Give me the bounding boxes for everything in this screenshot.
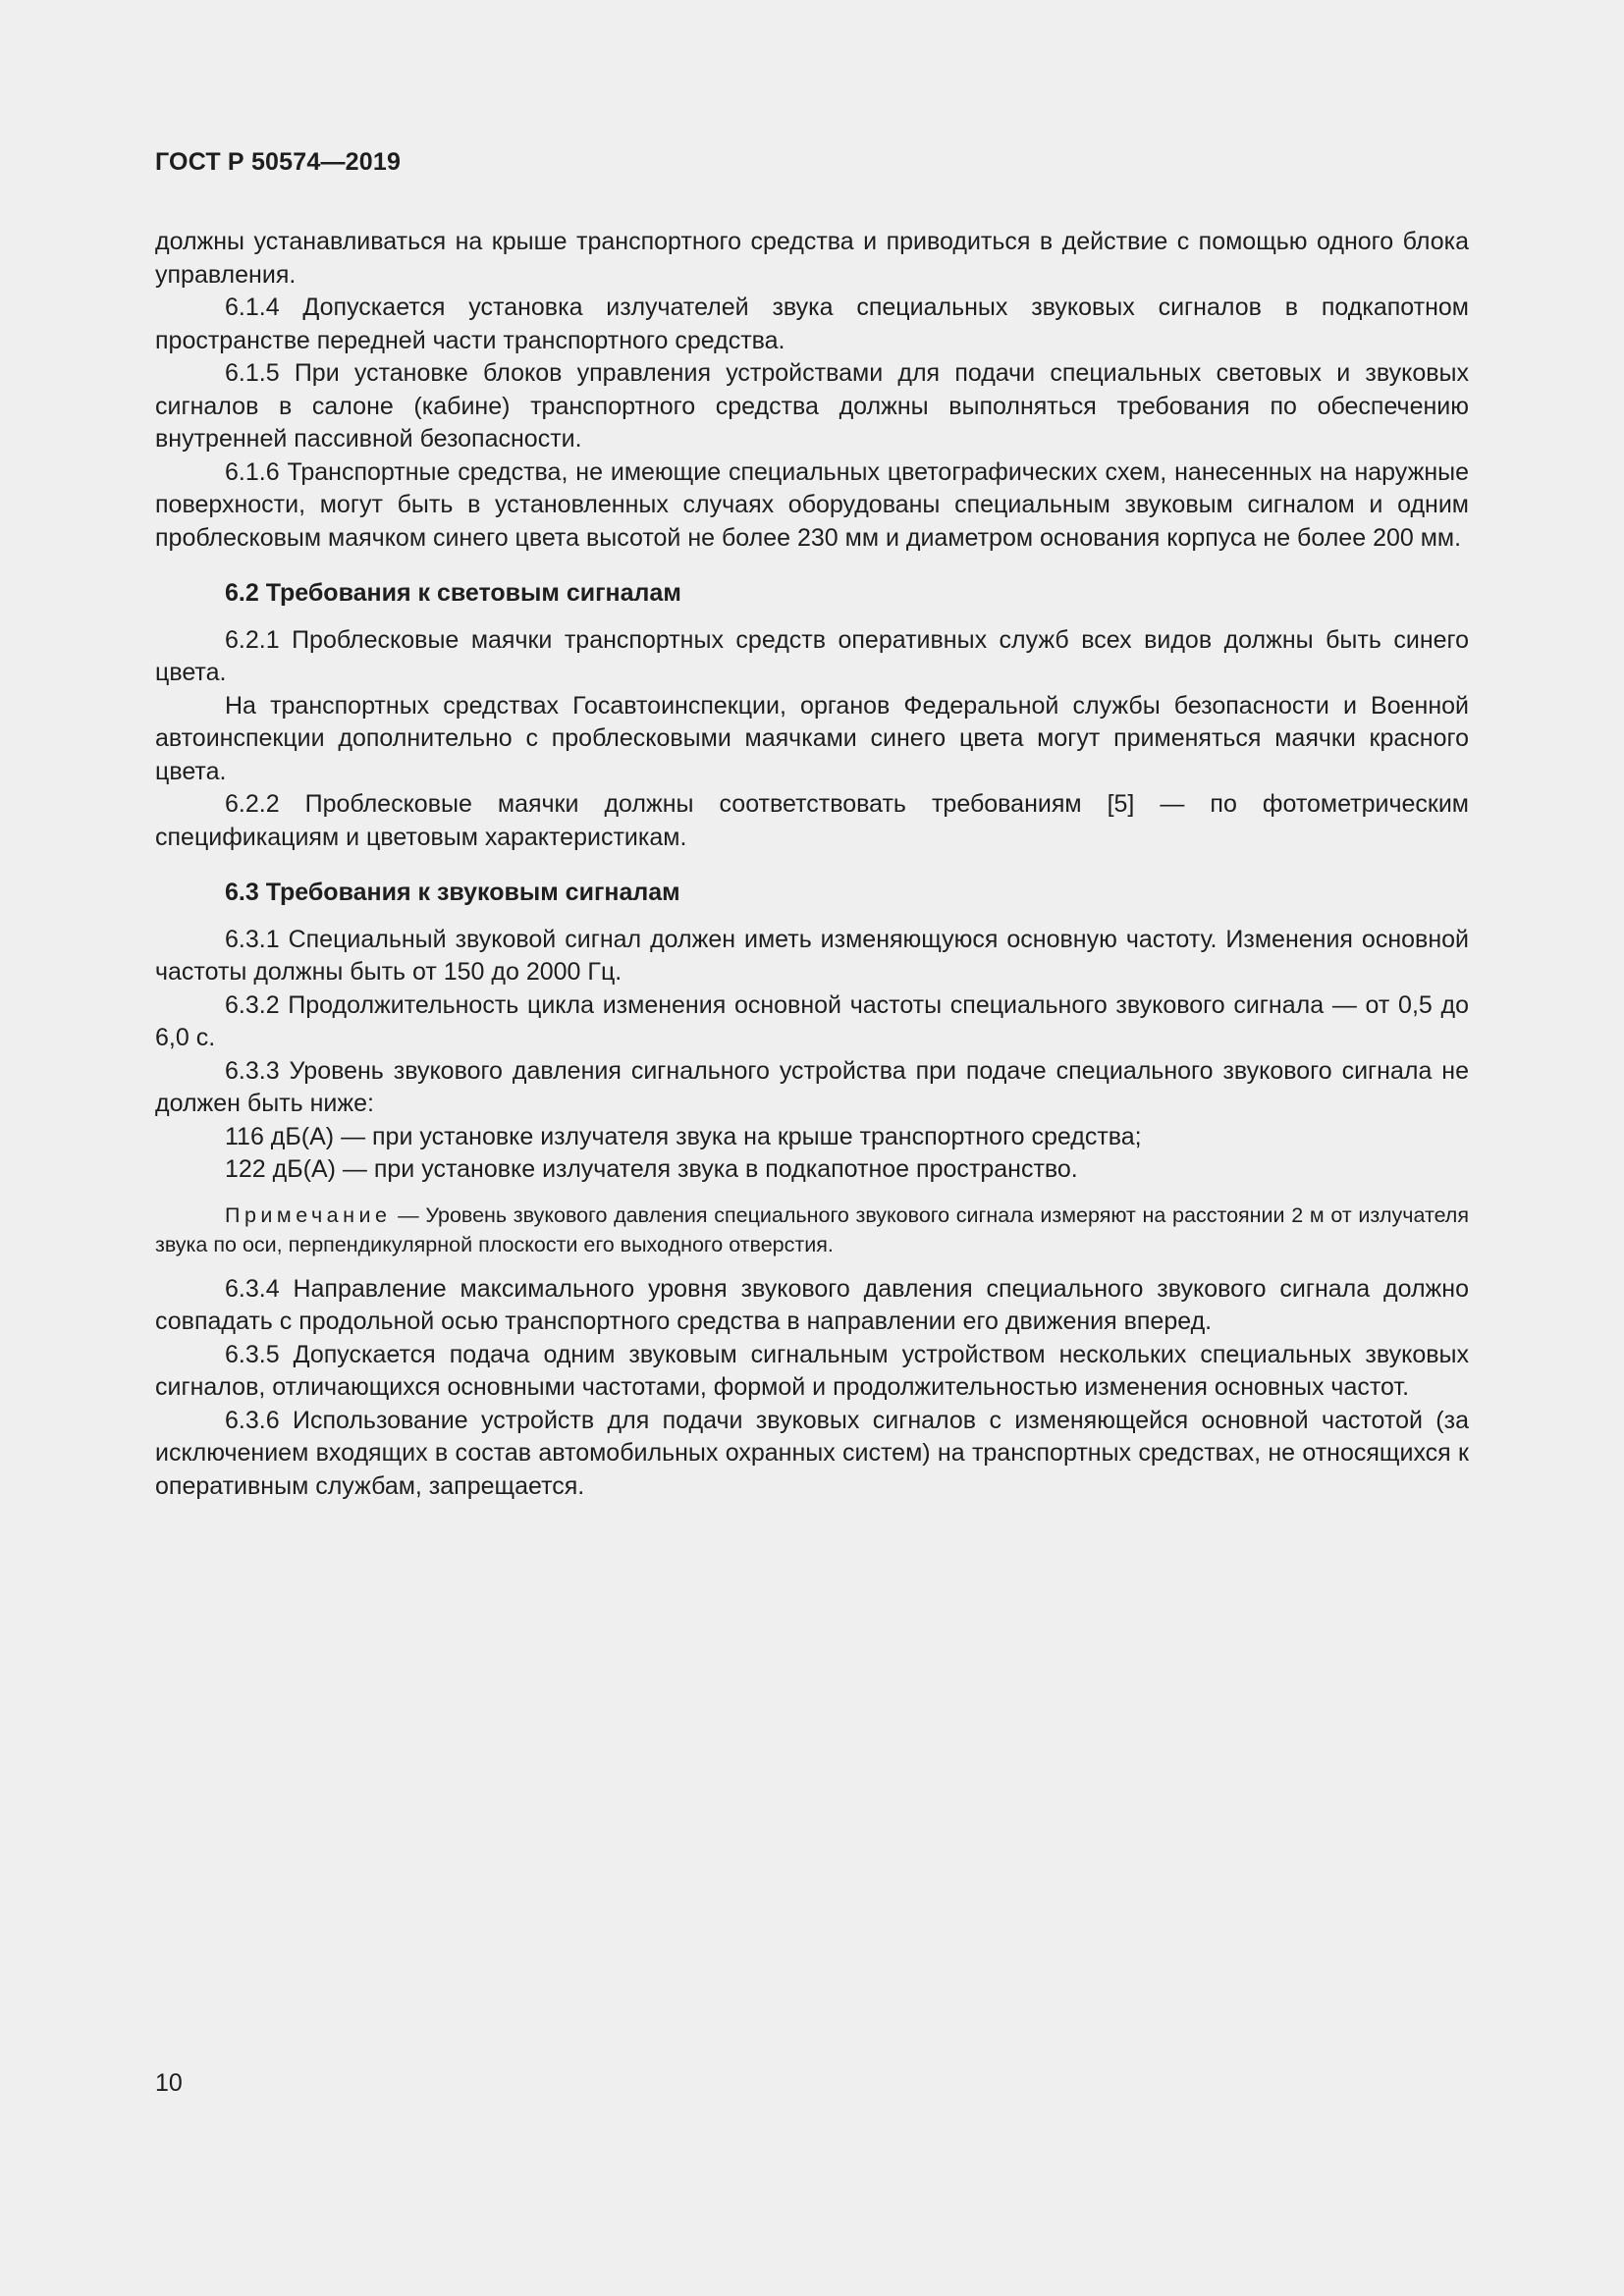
paragraph-6-2-1: 6.2.1 Проблесковые маячки транспортных средств оперативных служб всех видов должны быть синего цвета. [155, 625, 1469, 686]
paragraph-6-3-6: 6.3.6 Использование устройств для подачи звуковых сигналов с изменяющейся основной частотой (за исключением входящих в состав автомобильных охранных систем) на транспортных средствах, не относящихся к оперативным службам, запрещается. [155, 1406, 1469, 1500]
paragraph-6-3-3: 6.3.3 Уровень звукового давления сигнального устройства при подаче специального звукового сигнала не должен быть ниже: [155, 1056, 1469, 1117]
paragraph-6-1-5: 6.1.5 При установке блоков управления устройствами для подачи специальных световых и звуковых сигналов в салоне (кабине) транспортного средства должны выполняться требования по обеспечению внутренней пассивной безопасности. [155, 359, 1469, 453]
note [155, 1201, 1469, 1259]
note-text: — Уровень звукового давления специального звукового сигнала измеряют на расстоянии 2 м от излучателя звука по оси, перпендикулярной плоскости его выходного отверстия. [155, 1202, 1469, 1256]
document-page [155, 0, 1469, 2296]
list-item-116-db: 116 дБ(А) — при установке излучателя звука на крыше транспортного средства; [225, 1122, 1142, 1150]
paragraph-continuation: должны устанавливаться на крыше транспортного средства и приводиться в действие с помощью одного блока управления. [155, 228, 1469, 289]
section-title-6-3: 6.3 Требования к звуковым сигналам [225, 879, 680, 906]
paragraph-6-3-1: 6.3.1 Специальный звуковой сигнал должен иметь изменяющуюся основную частоту. Изменения основной частоты должны быть от 150 до 2000 Гц. [155, 925, 1469, 986]
document-header: ГОСТ Р 50574—2019 [155, 148, 402, 176]
paragraph-6-3-2: 6.3.2 Продолжительность цикла изменения основной частоты специального звукового сигнала — от 0,5 до 6,0 с. [155, 990, 1469, 1051]
page-number: 10 [155, 2069, 183, 2097]
paragraph-6-2-1-continued: На транспортных средствах Госавтоинспекции, органов Федеральной службы безопасности и Военной автоинспекции дополнительно с проблесковыми маячками синего цвета могут применяться маячки красного цвета. [155, 691, 1469, 785]
paragraph-6-1-4: 6.1.4 Допускается установка излучателей звука специальных звуковых сигналов в подкапотном пространстве передней части транспортного средства. [155, 294, 1469, 354]
list-item-122-db: 122 дБ(А) — при установке излучателя звука в подкапотное пространство. [225, 1155, 1078, 1183]
note-label: Примечание [225, 1202, 392, 1227]
paragraph-6-2-2: 6.2.2 Проблесковые маячки должны соответствовать требованиям [5] — по фотометрическим спецификациям и цветовым характеристикам. [155, 790, 1469, 851]
paragraph-6-1-6: 6.1.6 Транспортные средства, не имеющие специальных цветографических схем, нанесенных на наружные поверхности, могут быть в установленных случаях оборудованы специальным звуковым сигналом и одним проблесковым маячком синего цвета высотой не более 230 мм и диаметром основания корпуса не более 200 мм. [155, 457, 1469, 552]
document-body [155, 226, 1469, 1503]
section-title-6-2: 6.2 Требования к световым сигналам [225, 579, 681, 607]
paragraph-6-3-5: 6.3.5 Допускается подача одним звуковым сигнальным устройством нескольких специальных звуковых сигналов, отличающихся основными частотами, формой и продолжительностью изменения основных частот. [155, 1340, 1469, 1401]
paragraph-6-3-4: 6.3.4 Направление максимального уровня звукового давления специального звукового сигнала должно совпадать с продольной осью транспортного средства в направлении его движения вперед. [155, 1274, 1469, 1335]
